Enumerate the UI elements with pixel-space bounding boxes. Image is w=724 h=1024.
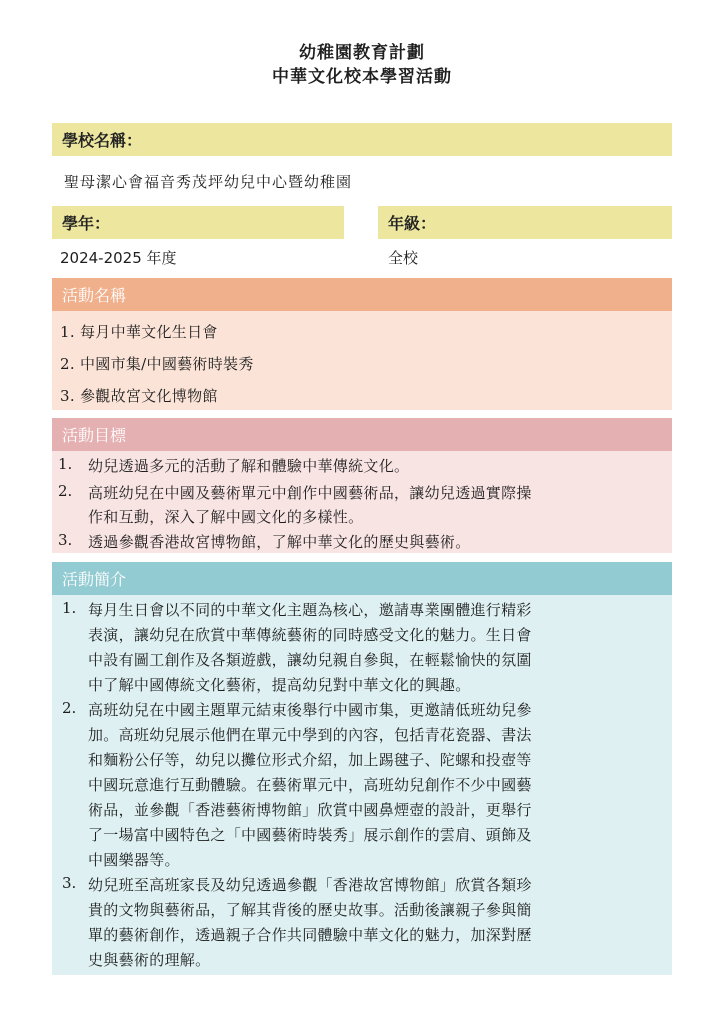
activity-names-panel bbox=[52, 311, 672, 410]
objectives-heading: 活動目標 bbox=[52, 418, 672, 451]
objectives-panel bbox=[52, 451, 672, 553]
objective-number: 3. bbox=[58, 531, 73, 549]
school-name-label: 學校名稱： bbox=[52, 123, 672, 156]
objective-number: 2. bbox=[58, 482, 73, 500]
objective-line: 作和互動，深入了解中國文化的多樣性。 bbox=[88, 508, 364, 526]
intro-line: 和麵粉公仔等，幼兒以攤位形式介紹，加上踢毽子、陀螺和投壺等 bbox=[88, 751, 532, 769]
document-subtitle: 中華文化校本學習活動 bbox=[272, 67, 452, 87]
intro-line: 幼兒班至高班家長及幼兒透過參觀「香港故宮博物館」欣賞各類珍 bbox=[88, 876, 532, 894]
intro-line: 加。高班幼兒展示他們在單元中學到的內容，包括青花瓷器、書法 bbox=[88, 726, 532, 744]
objective-line: 透過參觀香港故宮博物館，了解中華文化的歷史與藝術。 bbox=[88, 533, 471, 551]
intro-line: 每月生日會以不同的中華文化主題為核心，邀請專業團體進行精彩 bbox=[88, 601, 532, 619]
intro-line: 表演，讓幼兒在欣賞中華傳統藝術的同時感受文化的魅力。生日會 bbox=[88, 626, 532, 644]
intro-line: 高班幼兒在中國主題單元結束後舉行中國市集，更邀請低班幼兒參 bbox=[88, 701, 532, 719]
activity-names-heading: 活動名稱 bbox=[52, 278, 672, 311]
intro-line: 中了解中國傳統文化藝術，提高幼兒對中華文化的興趣。 bbox=[88, 676, 471, 694]
intro-line: 術品，並參觀「香港藝術博物館」欣賞中國鼻煙壺的設計，更舉行 bbox=[88, 801, 532, 819]
intro-heading: 活動簡介 bbox=[52, 562, 672, 595]
objective-line: 高班幼兒在中國及藝術單元中創作中國藝術品，讓幼兒透過實際操 bbox=[88, 484, 532, 502]
intro-line: 單的藝術創作，透過親子合作共同體驗中華文化的魅力，加深對歷 bbox=[88, 926, 532, 944]
intro-line: 史與藝術的理解。 bbox=[88, 951, 211, 969]
intro-line: 了一場富中國特色之「中國藝術時裝秀」展示創作的雲肩、頭飾及 bbox=[88, 826, 532, 844]
school-year-value: 2024-2025 年度 bbox=[60, 249, 177, 267]
school-year-label: 學年： bbox=[52, 206, 344, 239]
intro-line: 中設有圖工創作及各類遊戲，讓幼兒親自參與，在輕鬆愉快的氛圍 bbox=[88, 651, 532, 669]
intro-number: 1. bbox=[62, 599, 77, 617]
document-title: 幼稚園教育計劃 bbox=[299, 43, 425, 63]
activity-name-item: 2. 中國市集/中國藝術時裝秀 bbox=[60, 355, 254, 373]
school-name-value: 聖母潔心會福音秀茂坪幼兒中心暨幼稚園 bbox=[64, 173, 353, 191]
activity-name-item: 3. 參觀故宮文化博物館 bbox=[60, 387, 218, 405]
objective-number: 1. bbox=[58, 455, 73, 473]
intro-line: 中國玩意進行互動體驗。在藝術單元中，高班幼兒創作不少中國藝 bbox=[88, 776, 532, 794]
intro-panel bbox=[52, 595, 672, 975]
intro-line: 貴的文物與藝術品，了解其背後的歷史故事。活動後讓親子參與簡 bbox=[88, 901, 532, 919]
intro-number: 2. bbox=[62, 699, 77, 717]
objective-line: 幼兒透過多元的活動了解和體驗中華傳統文化。 bbox=[88, 457, 410, 475]
intro-line: 中國樂器等。 bbox=[88, 851, 180, 869]
intro-number: 3. bbox=[62, 874, 77, 892]
grade-label: 年級： bbox=[378, 206, 672, 239]
grade-value: 全校 bbox=[388, 249, 419, 267]
activity-name-item: 1. 每月中華文化生日會 bbox=[60, 323, 218, 341]
